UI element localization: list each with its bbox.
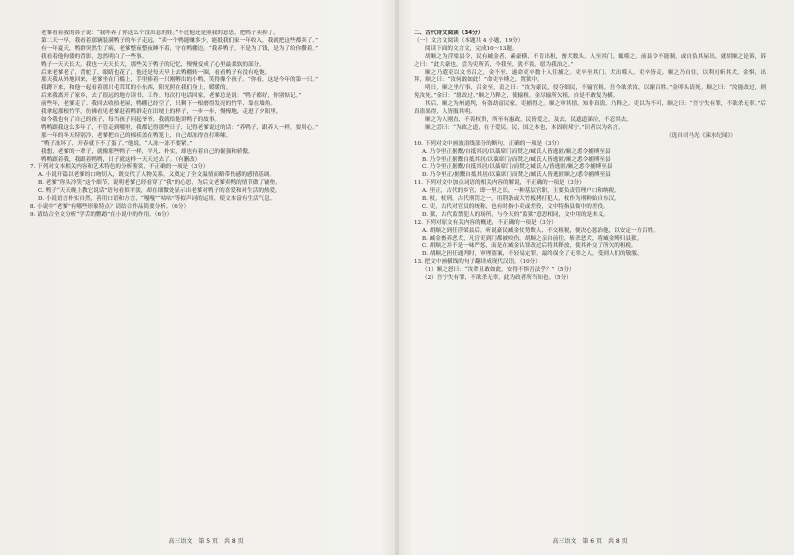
- left-page: [30, 30, 382, 530]
- classical-paragraph: 其后，顺之为州通判，有盗劫富民家，吏捕得之。顺之审其情，知非真盗，乃释之。吏以为不可，顺之曰：“吾宁失有罪，不欲杀无辜。”后真盗果得，人皆服其明。: [414, 101, 766, 116]
- story-paragraph: 前些年，老爹走了。我回去收拾老屋，鸭棚已经空了，只剩下一根磨得发亮的竹竿，靠在墙角。: [41, 101, 276, 108]
- question-stem: 8. 小说中“老爹”有哪些形象特点？请结合作品简要分析。（6分）: [30, 203, 190, 210]
- story-paragraph: 鸭鸭跟我这么多年了，不管走到哪里，我都记得那些日子，记得老爹说过的话：“养鸭子，跟养人一样，要用心。”: [41, 124, 319, 131]
- story-paragraph: 第二天一早，我看着那辆装满鸭子的车子走远，“卖一个鸭能赚多少，能抵我们家一年收入，我就把这些都卖了。”: [41, 37, 319, 44]
- right-page: [414, 30, 766, 530]
- story-paragraph: 那一年的冬天特别冷，老爹把自己的棉袄盖在鸭笼上，自己却冻得直打哆嗦。: [41, 132, 232, 139]
- answer-option: A. 小说开篇以老爹的口吻切入，既交代了人物关系，又奠定了全文温情而略带伤感的感情基调。: [38, 172, 275, 179]
- answer-option: D. 乃令里正/据鬻自抵其居/以藁席门而焚之/臧氏人皆逃匿顺之/悉令捕缚至县: [422, 172, 611, 179]
- classical-paragraph: 顺之乃遣吏以文书召之，金不至，遂命吏卒数十人往捕之。吏卒至其门，犬出噬人，吏卒皆走。顺之乃自往，以利刃斩其犬，金惧，出拜，顺之曰：“汝何敢如此！”命吏卒缚之，置狱中。: [414, 69, 766, 84]
- section-heading: 二、古代诗文阅读（34分）: [414, 30, 484, 36]
- story-paragraph: 鸭鸭跟着我，我跟着鸭鸭，日子就这样一天天过去了。（有删改）: [41, 156, 201, 163]
- left-footer: 高三语文 第 5 页 共 8 页: [168, 538, 244, 545]
- question-stem: 7. 下列对文本相关内容和艺术特色的分析鉴赏，不正确的一项是（3分）: [30, 164, 209, 171]
- story-paragraph: 后来我离开了家乡，去了很远的地方读书、工作。每次打电话回家，老爹总是说：“鸭子都好，你别惦记。”: [41, 93, 302, 100]
- story-text: [30, 30, 382, 164]
- story-paragraph: 鸭子一天天长大，我也一天天长大，那些关于鸭子的记忆，慢慢变成了心里最柔软的部分。: [41, 61, 265, 68]
- right-questions: [414, 141, 766, 283]
- question-stem: 11. 下列对文中加点词语的相关内容的解说，不正确的一项是（3分）: [414, 180, 585, 187]
- classical-paragraph: 顺之尝曰：“为政之道，在于爱民。民，国之本也，本固则邦宁。”识者以为名言。: [425, 124, 624, 131]
- answer-option: C. 乃令里正据鬻/自抵其居/以藁席门/而焚之臧氏人/皆逃匿/顺之悉令捕缚至县: [422, 164, 613, 171]
- source-citation: （选自司马光《涑水纪闻》）: [666, 132, 736, 139]
- story-paragraph: 老爹看着我的鼻子说：“我咋养了你这么个没出息的娃。”不过他还是照我的意思，把鸭子卖掉了。: [41, 30, 279, 36]
- answer-option: D. 小说语言朴实自然，善用口语和方言，“嘎嘎”“咕咕”等拟声词的运用，使文本富有生活气息。: [38, 196, 276, 203]
- answer-option: （1）顺之怒曰：“汝辈且敢如此，安得不惧吾法乎？”（5分）: [422, 267, 575, 274]
- answer-option: B. 乃令里正据鬻自抵其居/以藁席门/而焚之/臧氏人皆逃匿/顺之悉令捕缚至县: [422, 156, 611, 163]
- question-stem: 12. 下列对原文有关内容的概述，不正确的一项是（3分）: [414, 219, 557, 226]
- answer-option: B. 老爹“你头冷笑”这个细节，说明老爹已经看穿了“我”的心思，为后文老爹卖鸭的情节做了铺垫。: [38, 180, 281, 187]
- question-stem: 10. 下列对文中画波浪线部分的断句，正确的一项是（3分）: [414, 140, 563, 147]
- answer-option: D. 胡顺之担任通判时，审理盗案，不轻易定罪，最终保全了无辜之人，受到人们的敬服。: [422, 251, 643, 258]
- story-paragraph: 后来老爹老了，背驼了，眼睛也花了，他还是每天早上去鸭棚转一圈，看看鸭子有没有吃饱。: [41, 69, 271, 76]
- story-paragraph: 那天我从外地回来，老爹坐在门槛上，手里捧着一只刚孵出的小鸭，笑得像个孩子。“你看，这是今年的第一只。”: [41, 77, 319, 84]
- right-footer: 高三语文 第 6 页 共 8 页: [552, 538, 628, 545]
- answer-option: A. 乃令里正据鬻/自抵其居/以藁席门而焚之/臧氏人皆逃匿/顺之悉令捕缚至县: [422, 148, 611, 155]
- question-stem: 13. 把文中画横线的句子翻译成现代汉语。（10分）: [414, 259, 541, 266]
- story-paragraph: “鸭子冻坏了，开春就下不了蛋了。”他说，“人冻一冻不要紧。”: [41, 140, 193, 147]
- instruction: 阅读下面的文言文，完成10～13题。: [425, 45, 518, 52]
- answer-option: C. 鸭子“天天晚上教它说话”语句看似平淡，却在细微处显示出老爹对鸭子的喜爱和对生活的热爱。: [38, 188, 281, 195]
- answer-option: C. 吏，古代对官员的统称，也有时指小吏或差役，文中特指县衙中的差役。: [422, 203, 609, 210]
- story-paragraph: 我想，老爹的一辈子，就像那些鸭子一样，平凡、朴实，却也有着自己的倔强和骄傲。: [41, 148, 254, 155]
- story-paragraph: 我蹲下来，和他一起看着那只毛茸茸的小东西，阳光照在我们身上，暖暖的。: [41, 85, 232, 92]
- question-stem: 9. 请结合全文分析“学舌的鹦鹉”在小说中的作用。（6分）: [30, 211, 173, 218]
- answer-option: D. 狱，古代监禁犯人的场所，与今天的“监狱”意思相同，文中用的是本义。: [422, 211, 609, 218]
- story-paragraph: 我拿起那根竹竿，仿佛看见老爹赶着鸭群走在田埂上的样子，一步一步，慢慢地，走进了夕阳里。: [41, 109, 282, 116]
- story-paragraph: 我看着他佝偻的背影，忽然明白了一些事。: [41, 53, 148, 60]
- page-gutter: [395, 0, 399, 555]
- story-paragraph: 如今我也有了自己的孩子，每当孩子问起爷爷，我就给他讲鸭子的故事。: [41, 116, 221, 123]
- classical-paragraph: 胡顺之为浮梁县令，民有臧金者，素豪横，不肯出租，畜犬数头，人至其门，辄噬之。前县令不能制，或自负其屋出，就胡顺之论诉，诉之曰：“此大豪也，尝为吏所苦，今我至，犹不畏，愿为我治之。”: [414, 53, 766, 68]
- answer-option: （2）吾宁失有罪，不欲杀无辜，此为政者所当知也。（5分）: [422, 275, 572, 282]
- classical-paragraph: 顺之为人刚直，不畏权贵，所至有惠政，民皆爱之，及去，民遮道涕泣，不忍其去。: [425, 116, 632, 123]
- classical-text: [414, 54, 766, 133]
- story-paragraph: 有一年夏天，鸭群突然生了病，老爹整夜整夜睡不着，守在鸭棚边。“我养鸭子，不是为了钱，是为了给你攒着。”: [41, 45, 319, 52]
- subsection-heading: （一）文言文阅读（本题共 4 小题，19分）: [414, 37, 524, 44]
- answer-option: A. 胡顺之到任浮梁县后，听说豪民臧金仗势欺人、不交租税，便决心惩治他，以安定一方百姓。: [422, 227, 659, 234]
- answer-option: C. 胡顺之并不是一味严惩，而是在臧金认罪改过后将其释放，使其补交了所欠的租税。: [422, 243, 637, 250]
- classical-paragraph: 明日，顺之坐厅事，召金至，责之曰：“汝为豪民，侵夺细民，不输官租，吾今欲杀汝，以谢百姓。”金叩头请死。顺之曰：“汝能改过，则免汝死。”金曰：“愿改过。”顺之乃释之，使输租。金尽输所欠租，自是不敢复为横。: [414, 85, 766, 100]
- left-questions: [30, 164, 382, 219]
- answer-option: B. 杖，杖刑，古代刑罚之一，用荆条或大竹板拷打犯人，杖作为刑种始自东汉。: [422, 196, 620, 203]
- answer-option: B. 臧金畜养恶犬，凡官吏到门都被咬伤，胡顺之亲自前往，斩杀恶犬，将臧金缚归县狱。: [422, 235, 643, 242]
- answer-option: A. 里正，古代的乡官，即一里之长，一种基层官职，主要负责管理户口和纳税。: [422, 188, 620, 195]
